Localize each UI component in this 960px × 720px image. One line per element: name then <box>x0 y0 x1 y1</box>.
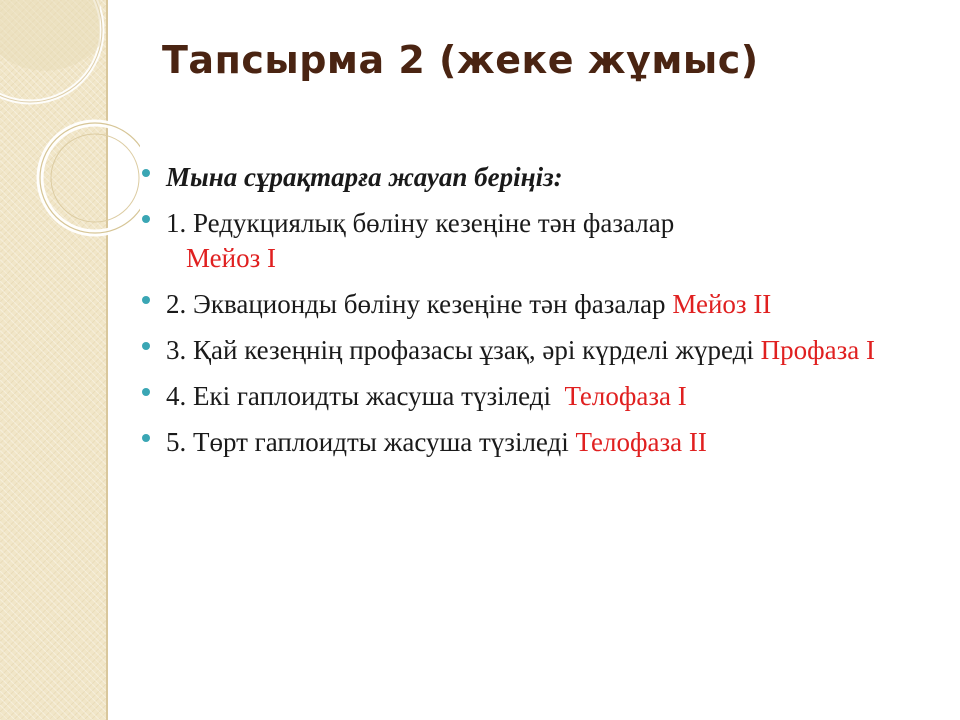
answer-text: Мейоз I <box>186 243 276 273</box>
list-item <box>140 160 930 195</box>
list-item <box>140 206 930 276</box>
answer-text: Телофаза I <box>564 381 687 411</box>
decorative-rings <box>0 0 140 260</box>
question-text: 1. Редукциялық бөліну кезеңіне тән фазалар <box>166 208 675 238</box>
answer-text: Телофаза II <box>575 427 707 457</box>
bullet-icon <box>142 215 150 223</box>
slide-title: Тапсырма 2 (жеке жұмыс) <box>162 38 759 82</box>
answer-text: Мейоз II <box>672 289 772 319</box>
answer-text: Профаза I <box>760 335 876 365</box>
list-item <box>140 333 930 368</box>
list-item <box>140 379 930 414</box>
question-text: 4. Екі гаплоидты жасуша түзіледі <box>166 381 551 411</box>
bullet-icon <box>142 169 150 177</box>
bullet-icon <box>142 388 150 396</box>
question-text: 5. Төрт гаплоидты жасуша түзіледі <box>166 427 569 457</box>
question-text: 2. Эквационды бөліну кезеңіне тән фазалар <box>166 289 666 319</box>
question-list <box>140 160 930 471</box>
bullet-icon <box>142 434 150 442</box>
instruction-text: Мына сұрақтарға жауап беріңіз: <box>166 162 563 192</box>
question-text: 3. Қай кезеңнің профазасы ұзақ, әрі күрделі жүреді <box>166 335 754 365</box>
bullet-icon <box>142 342 150 350</box>
bullet-icon <box>142 296 150 304</box>
list-item <box>140 287 930 322</box>
list-item <box>140 425 930 460</box>
